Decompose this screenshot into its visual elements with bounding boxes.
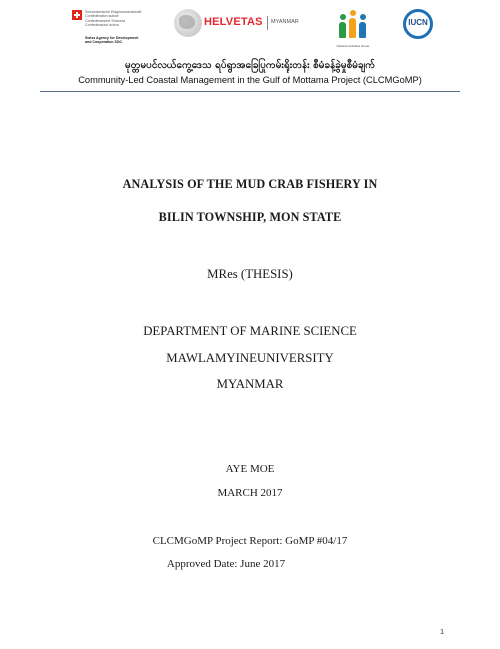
helvetas-country: MYANMAR — [271, 19, 299, 25]
network-name: Network Activities Group — [336, 44, 370, 48]
thesis-title-line-1: ANALYSIS OF THE MUD CRAB FISHERY IN — [122, 177, 378, 191]
university: MAWLAMYINEUNIVERSITY — [166, 351, 334, 365]
burmese-project-title: မုတ္တမပင်လယ်ကွေ့ဒေသ ရပ်ရွာအခြေပြုကမ်းရိုးတန်း စီမံခန့်ခွဲမှုစီမံချက် — [125, 60, 375, 71]
logo-divider — [267, 16, 268, 30]
swiss-confederation-text: Schweizerische Eidgenossenschaft Confédération suisse Confederazione Svizzera Confederaziun svizra — [85, 10, 142, 27]
iucn-logo — [403, 9, 433, 39]
department: DEPARTMENT OF MARINE SCIENCE — [143, 324, 357, 338]
network-activities-group-logo — [334, 8, 372, 48]
country: MYANMAR — [216, 377, 284, 391]
helvetas-name: HELVETAS — [204, 16, 263, 28]
person-head-icon — [340, 14, 346, 20]
degree: MRes (THESIS) — [207, 267, 293, 281]
person-figure-icon — [339, 22, 346, 38]
person-figure-icon — [359, 22, 366, 38]
header-divider — [40, 91, 460, 92]
person-head-icon — [350, 10, 356, 16]
project-title: Community-Led Coastal Management in the Gulf of Mottama Project (CLCMGoMP) — [78, 75, 422, 85]
person-head-icon — [360, 14, 366, 20]
author: AYE MOE — [225, 463, 275, 475]
iucn-name: IUCN — [408, 18, 428, 27]
approved-date: Approved Date: June 2017 — [166, 558, 286, 570]
page-number: 1 — [440, 627, 445, 636]
project-report-number: CLCMGoMP Project Report: GoMP #04/17 — [152, 535, 348, 547]
person-figure-icon — [349, 18, 356, 38]
globe-icon — [174, 9, 202, 37]
swiss-sdc-logo — [72, 10, 172, 50]
submission-date: MARCH 2017 — [217, 487, 283, 499]
thesis-title-line-2: BILIN TOWNSHIP, MON STATE — [158, 210, 342, 224]
sdc-agency-text: Swiss Agency for Development and Cooperation SDC — [85, 36, 139, 45]
helvetas-logo — [174, 9, 304, 39]
logo-row — [0, 0, 500, 56]
swiss-flag-icon — [72, 10, 82, 20]
